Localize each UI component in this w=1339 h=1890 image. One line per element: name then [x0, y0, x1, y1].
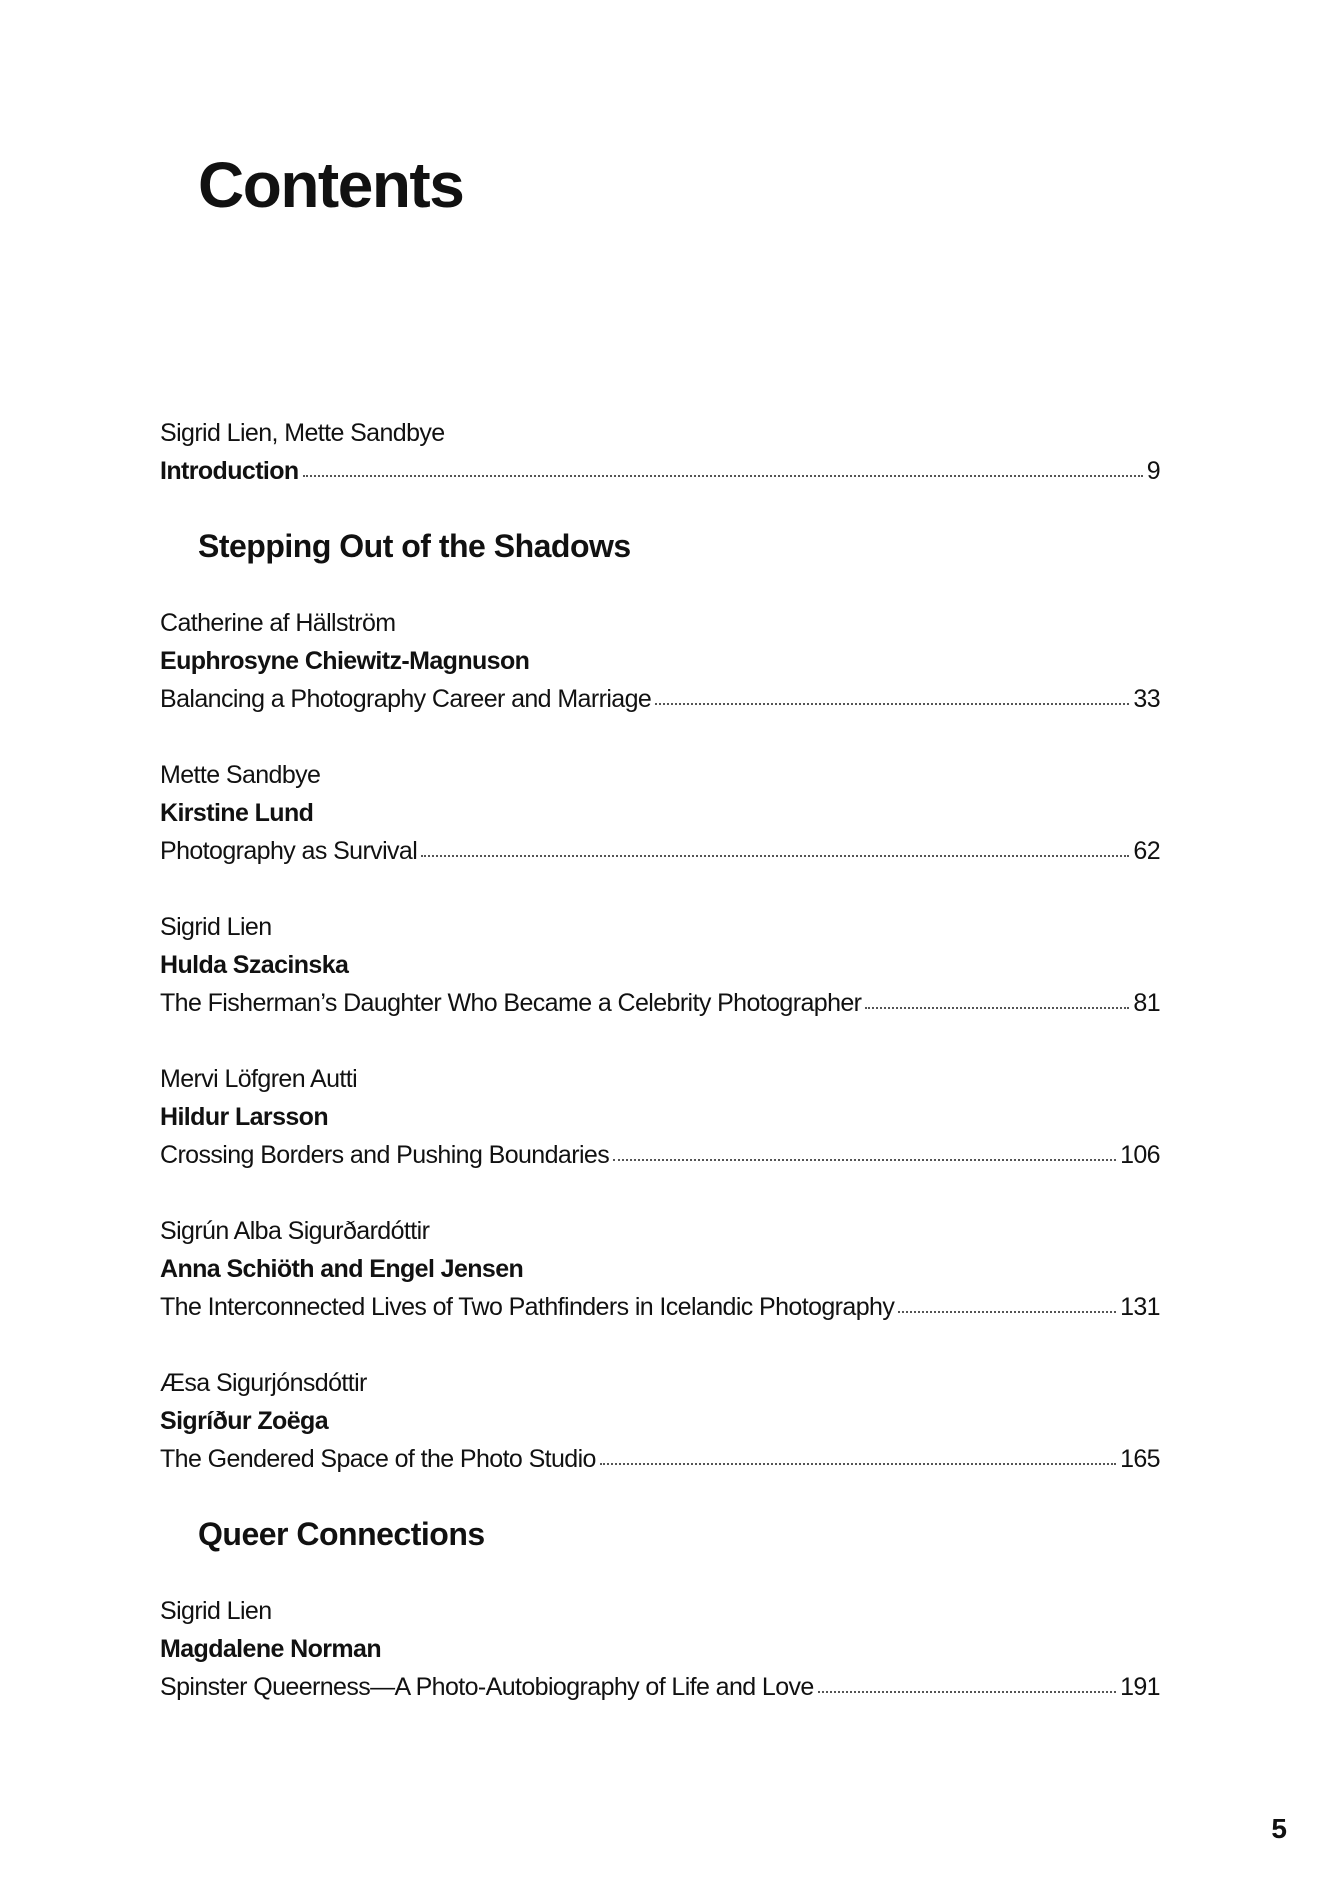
dot-leader	[898, 1311, 1116, 1313]
toc-line	[160, 1288, 1160, 1326]
entry-author: Sigrún Alba Sigurðardóttir	[160, 1217, 430, 1245]
toc-entry	[160, 1592, 1160, 1706]
toc-entry-introduction	[160, 414, 1160, 490]
entry-title: Anna Schiöth and Engel Jensen	[160, 1255, 524, 1283]
entry-subtitle: The Interconnected Lives of Two Pathfinders in Icelandic Photography	[160, 1293, 895, 1321]
entry-title: Hildur Larsson	[160, 1103, 329, 1131]
entry-title: Hulda Szacinska	[160, 951, 349, 979]
dot-leader	[655, 703, 1129, 705]
entry-title: Euphrosyne Chiewitz-Magnuson	[160, 647, 530, 675]
entry-author: Mervi Löfgren Autti	[160, 1065, 358, 1093]
entry-author: Æsa Sigurjónsdóttir	[160, 1369, 367, 1397]
entry-author: Sigrid Lien, Mette Sandbye	[160, 419, 445, 447]
dot-leader	[613, 1159, 1116, 1161]
page-number: 81	[1133, 989, 1160, 1017]
dot-leader	[600, 1463, 1116, 1465]
dot-leader	[865, 1007, 1129, 1009]
toc-entry	[160, 1212, 1160, 1326]
section-heading: Stepping Out of the Shadows	[198, 528, 631, 564]
page-number: 191	[1120, 1673, 1160, 1701]
entry-title: Magdalene Norman	[160, 1635, 382, 1663]
dot-leader	[818, 1691, 1116, 1693]
entry-author: Mette Sandbye	[160, 761, 321, 789]
toc-line	[160, 680, 1160, 718]
toc-entry	[160, 756, 1160, 870]
entry-title: Sigríður Zoëga	[160, 1407, 329, 1435]
toc-entry	[160, 604, 1160, 718]
toc-line	[160, 1668, 1160, 1706]
page-number: 165	[1120, 1445, 1160, 1473]
entry-author: Sigrid Lien	[160, 1597, 272, 1625]
toc-line	[160, 1136, 1160, 1174]
entry-subtitle: Balancing a Photography Career and Marriage	[160, 685, 652, 713]
page-number: 33	[1133, 685, 1160, 713]
section-heading: Queer Connections	[198, 1516, 485, 1552]
page-number: 106	[1120, 1141, 1160, 1169]
table-of-contents	[160, 414, 1160, 1706]
entry-subtitle: Crossing Borders and Pushing Boundaries	[160, 1141, 610, 1169]
entry-subtitle: Spinster Queerness—A Photo-Autobiography of Life and Love	[160, 1673, 814, 1701]
toc-line	[160, 984, 1160, 1022]
entry-title: Introduction	[160, 457, 299, 485]
folio-page-number: 5	[1271, 1813, 1287, 1844]
page-number: 9	[1146, 457, 1160, 485]
toc-line	[160, 832, 1160, 870]
page-number: 62	[1133, 837, 1160, 865]
toc-line	[160, 452, 1160, 490]
entry-title: Kirstine Lund	[160, 799, 314, 827]
dot-leader	[421, 855, 1129, 857]
entry-subtitle: The Gendered Space of the Photo Studio	[160, 1445, 596, 1473]
toc-entry	[160, 1060, 1160, 1174]
toc-entry	[160, 908, 1160, 1022]
dot-leader	[303, 475, 1143, 477]
entry-author: Sigrid Lien	[160, 913, 272, 941]
entry-subtitle: The Fisherman’s Daughter Who Became a Celebrity Photographer	[160, 989, 862, 1017]
page-title: Contents	[198, 149, 464, 221]
entry-subtitle: Photography as Survival	[160, 837, 418, 865]
page-number: 131	[1120, 1293, 1160, 1321]
toc-line	[160, 1440, 1160, 1478]
toc-entry	[160, 1364, 1160, 1478]
entry-author: Catherine af Hällström	[160, 609, 396, 637]
